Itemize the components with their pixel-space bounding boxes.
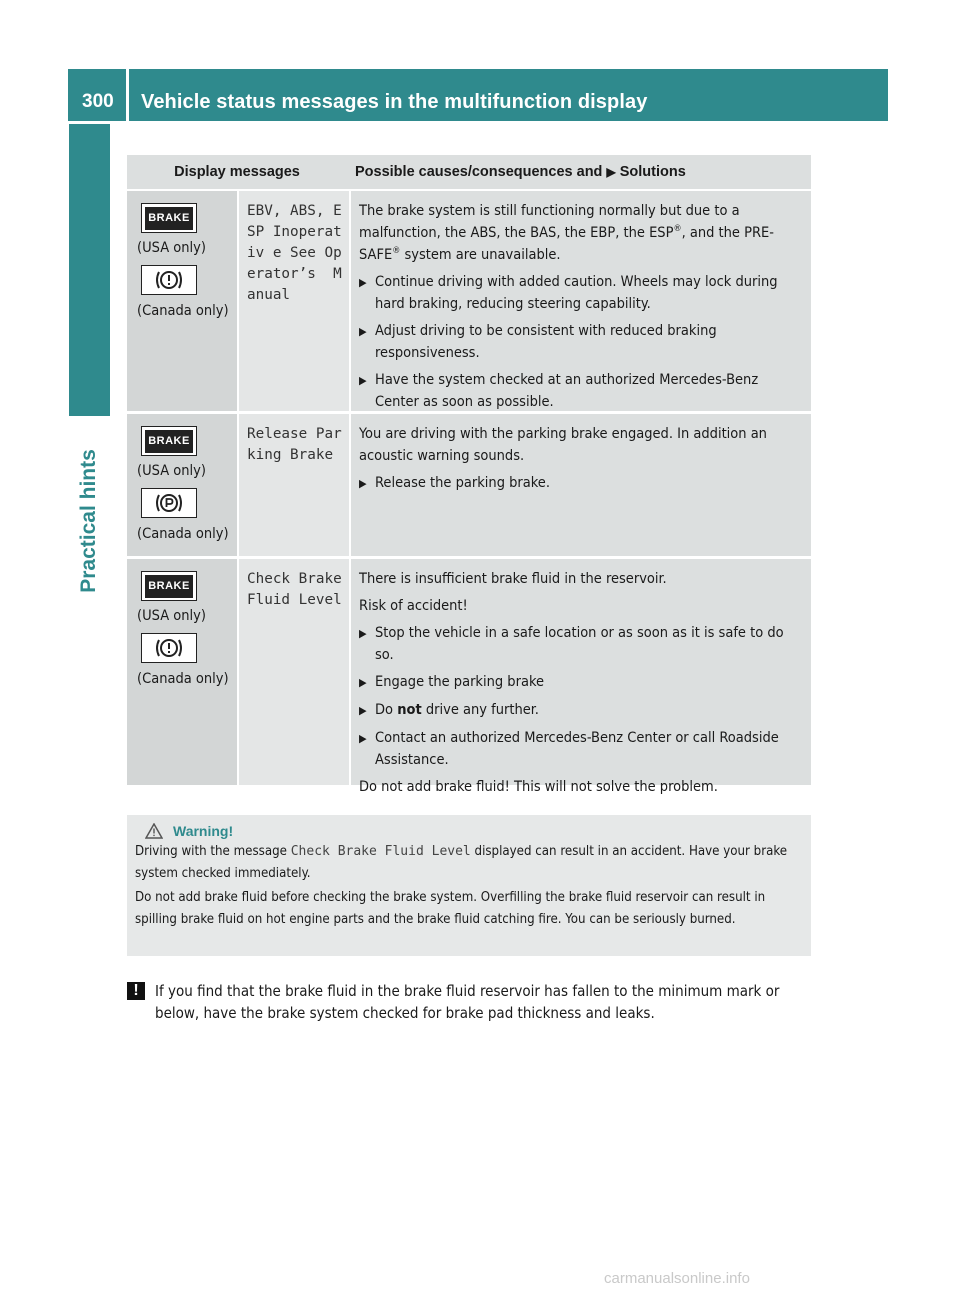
solutions-cell (351, 559, 811, 795)
arrow-right-icon: ▶ (606, 165, 616, 179)
brake-warning-icon: BRAKE (141, 426, 197, 456)
arrow-right-icon: ▶ (359, 276, 367, 289)
risk-text: Risk of accident! (359, 598, 468, 614)
page-title: Vehicle status messages in the multifunction display (129, 69, 888, 121)
brake-circle-warning-icon (141, 265, 197, 295)
arrow-right-icon: ▶ (359, 704, 367, 717)
description: There is insufficient brake fluid in the reservoir. (359, 571, 667, 587)
list-item: ▶ Engage the parking brake (359, 671, 805, 694)
list-item: ▶ Continue driving with added caution. Wheels may lock during hard braking, reducing steering capability. (359, 271, 805, 315)
col-header-solutions: Possible causes/consequences and ▶ Solutions (355, 164, 686, 180)
table-header (127, 155, 811, 191)
arrow-right-icon: ▶ (359, 732, 367, 745)
note-text: If you find that the brake fluid in the brake fluid reservoir has fallen to the minimum mark or below, have the brake system checked for brake pad thickness and leaks. (155, 982, 780, 1022)
exclamation-icon: ! (127, 982, 145, 1000)
canada-only-label: (Canada only) (137, 303, 229, 319)
canada-only-label: (Canada only) (137, 526, 229, 542)
warning-triangle-icon (145, 823, 163, 839)
usa-only-label: (USA only) (137, 463, 206, 479)
warning-header: Warning! (145, 821, 803, 841)
description: You are driving with the parking brake engaged. In addition an acoustic warning sounds. (359, 426, 767, 464)
side-section-label: Practical hints (77, 449, 100, 593)
status-message-table (127, 155, 811, 795)
warning-paragraph: Driving with the message Check Brake Fluid Level displayed can result in an accident. Have your brake system checked immediately. (135, 844, 788, 881)
list-item: ▶ Have the system checked at an authorized Mercedes-Benz Center as soon as possible. (359, 369, 805, 413)
brake-warning-icon: BRAKE (141, 203, 197, 233)
warning-box (127, 815, 811, 956)
solutions-cell (351, 414, 811, 556)
note (127, 980, 817, 1024)
icon-cell (127, 191, 237, 411)
canada-only-label: (Canada only) (137, 671, 229, 687)
display-message-text: Check Brake Fluid Level (239, 559, 349, 785)
table-row (127, 191, 811, 414)
col-header-display-messages: Display messages (174, 164, 300, 180)
usa-only-label: (USA only) (137, 240, 206, 256)
footer-watermark: carmanualsonline.info (604, 1270, 750, 1287)
display-message-text: EBV, ABS, ESP Inoperativ e See Operator’s Manual (239, 191, 349, 411)
warning-paragraph: Do not add brake fluid before checking the brake system. Overfilling the brake fluid reservoir can result in spilling brake fluid on hot engine parts and the brake fluid catching fire. You can be seriously burned. (135, 890, 766, 927)
description: The brake system is still functioning normally but due to a malfunction, the ABS, the BAS, the EBP, the ESP®, and the PRE-SAFE® system are unavailable. (359, 203, 774, 263)
arrow-right-icon: ▶ (359, 477, 367, 490)
list-item: ▶ Stop the vehicle in a safe location or as soon as it is safe to do so. (359, 622, 805, 666)
icon-cell (127, 414, 237, 556)
display-message-text: Release Parking Brake (239, 414, 349, 556)
list-item: ▶ Adjust driving to be consistent with reduced braking responsiveness. (359, 320, 805, 364)
icon-cell (127, 559, 237, 785)
arrow-right-icon: ▶ (359, 676, 367, 689)
list-item: ▶ Contact an authorized Mercedes-Benz Center or call Roadside Assistance. (359, 727, 805, 771)
table-row (127, 559, 811, 795)
solutions-cell (351, 191, 811, 411)
list-item: ▶ Release the parking brake. (359, 472, 805, 495)
usa-only-label: (USA only) (137, 608, 206, 624)
page-number: 300 (68, 69, 126, 121)
arrow-right-icon: ▶ (359, 374, 367, 387)
list-item: ▶ Do not drive any further. (359, 699, 805, 722)
closing-note: Do not add brake fluid! This will not solve the problem. (359, 779, 718, 795)
brake-warning-icon: BRAKE (141, 571, 197, 601)
table-row (127, 414, 811, 559)
arrow-right-icon: ▶ (359, 325, 367, 338)
parking-brake-icon (141, 488, 197, 518)
side-tab-marker (69, 124, 110, 416)
brake-circle-warning-icon (141, 633, 197, 663)
arrow-right-icon: ▶ (359, 627, 367, 640)
